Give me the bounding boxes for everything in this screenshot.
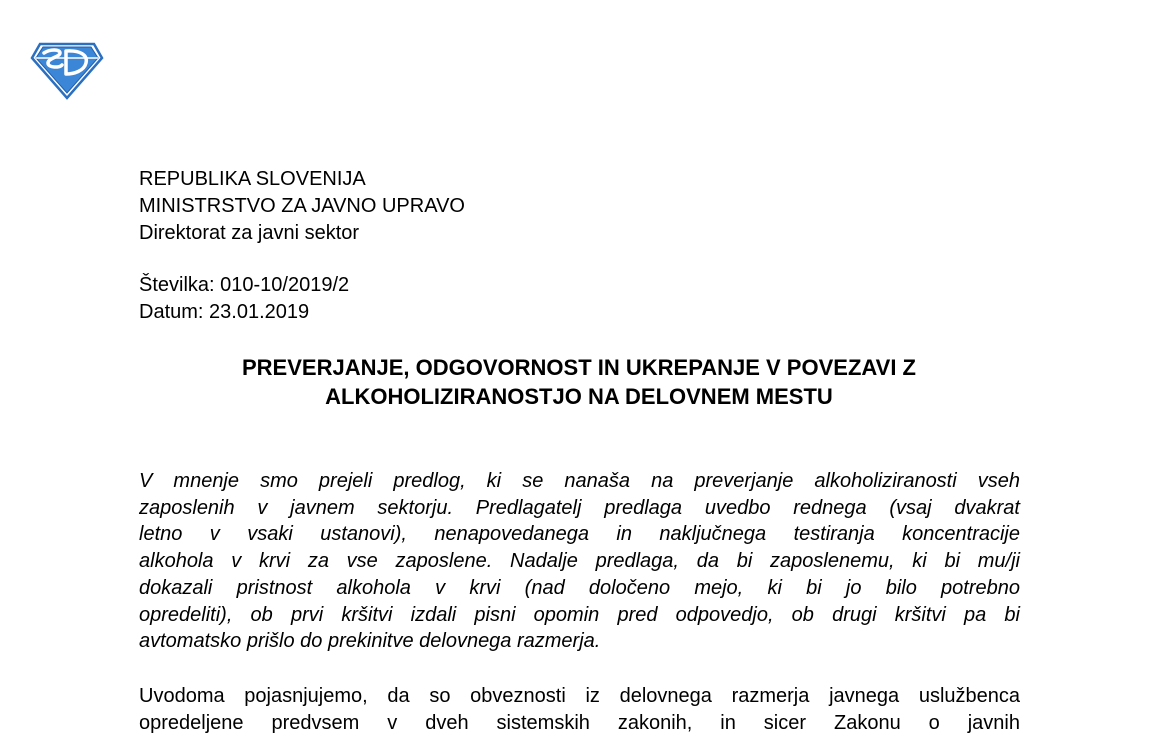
svg-text:SD: SD — [52, 88, 54, 89]
document-date: Datum: 23.01.2019 — [139, 301, 310, 323]
paragraph-line: Uvodoma pojasnjujemo, da so obveznosti iz delovnega razmerja javnega uslužbenca — [139, 685, 1020, 707]
sd-logo-icon — [30, 40, 104, 100]
document-title — [139, 353, 1019, 411]
paragraph-line: zaposlenih v javnem sektorju. Predlagatelj predlaga uvedbo rednega (vsaj dvakrat — [139, 496, 1020, 519]
paragraph-introduction — [139, 683, 1020, 736]
country-name: REPUBLIKA SLOVENIJA — [139, 168, 366, 190]
paragraph-proposal — [139, 468, 1020, 655]
title-line-2: ALKOHOLIZIRANOSTJO NA DELOVNEM MESTU — [325, 384, 833, 409]
ministry-name: MINISTRSTVO ZA JAVNO UPRAVO — [139, 195, 465, 217]
paragraph-line: opredeljene predvsem v dveh sistemskih zakonih, in sicer Zakonu o javnih — [139, 711, 1020, 734]
issuer-header — [139, 166, 465, 247]
paragraph-line: alkohola v krvi za vse zaposlene. Nadalje predlaga, da bi zaposlenemu, ki bi mu/ji — [139, 550, 1020, 573]
title-line-1: PREVERJANJE, ODGOVORNOST IN UKREPANJE V POVEZAVI Z — [242, 355, 916, 380]
paragraph-line: opredeliti), ob prvi kršitvi izdali pisni opomin pred odpovedjo, ob drugi kršitvi pa bi — [139, 603, 1020, 626]
paragraph-line: V mnenje smo prejeli predlog, ki se nanaša na preverjanje alkoholiziranosti vseh — [139, 470, 1020, 492]
paragraph-line: dokazali pristnost alkohola v krvi (nad določeno mejo, ki bi jo bilo potrebno — [139, 576, 1020, 599]
directorate-name: Direktorat za javni sektor — [139, 222, 360, 244]
document-meta — [139, 272, 349, 326]
paragraph-line: letno v vsaki ustanovi), nenapovedanega in naključnega testiranja koncentracije — [139, 523, 1020, 546]
document-number: Številka: 010-10/2019/2 — [139, 274, 350, 296]
sd-logo-graphic — [30, 40, 104, 100]
paragraph-line: avtomatsko prišlo do prekinitve delovnega razmerja. — [139, 630, 601, 653]
